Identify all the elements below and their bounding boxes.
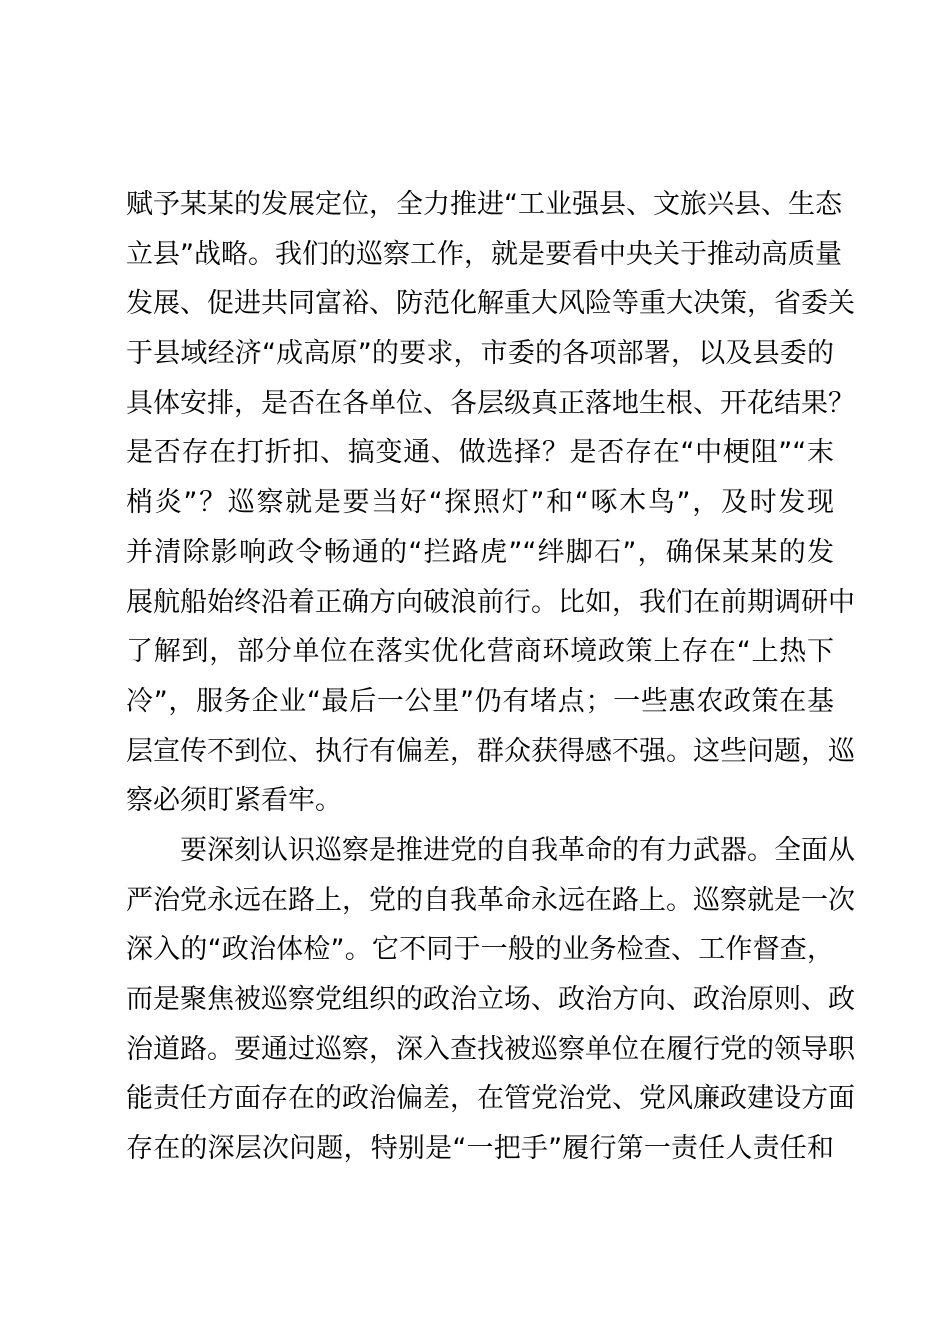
text-line: 要深刻认识巡察是推进党的自我革命的有力武器。全面从	[180, 834, 855, 866]
body-text	[126, 180, 855, 1174]
text-line: 立县”战略。我们的巡察工作，就是要看中央关于推动高质量	[126, 238, 842, 270]
text-line: 冷”，服务企业“最后一公里”仍有堵点；一些惠农政策在基	[126, 685, 834, 717]
paragraph-1	[126, 180, 855, 826]
text-line: 察必须盯紧看牢。	[126, 785, 342, 817]
text-line: 于县域经济“成高原”的要求，市委的各项部署，以及县委的	[126, 338, 834, 370]
text-line: 能责任方面存在的政治偏差，在管党治党、党风廉政建设方面	[126, 1083, 855, 1115]
text-line: 治道路。要通过巡察，深入查找被巡察单位在履行党的领导职	[126, 1033, 855, 1065]
text-line: 而是聚焦被巡察党组织的政治立场、政治方向、政治原则、政	[126, 984, 855, 1015]
text-line: 层宣传不到位、执行有偏差，群众获得感不强。这些问题，巡	[126, 735, 855, 767]
text-line: 梢炎”？巡察就是要当好“探照灯”和“啄木鸟”，及时发现	[126, 487, 834, 519]
text-line: 赋予某某的发展定位，全力推进“工业强县、文旅兴县、生态	[126, 189, 842, 220]
text-line: 发展、促进共同富裕、防范化解重大风险等重大决策，省委关	[126, 288, 855, 320]
text-line: 严治党永远在路上，党的自我革命永远在路上。巡察就是一次	[126, 884, 855, 916]
text-line: 展航船始终沿着正确方向破浪前行。比如，我们在前期调研中	[126, 586, 855, 618]
text-line: 了解到，部分单位在落实优化营商环境政策上存在“上热下	[126, 636, 834, 668]
paragraph-2	[126, 826, 855, 1174]
text-line: 深入的“政治体检”。它不同于一般的业务检查、工作督查，	[126, 934, 834, 966]
text-line: 存在的深层次问题，特别是“一把手”履行第一责任人责任和	[126, 1133, 834, 1165]
text-line: 是否存在打折扣、搞变通、做选择？是否存在“中梗阻”“末	[126, 437, 834, 469]
text-line: 具体安排，是否在各单位、各层级真正落地生根、开花结果？	[126, 387, 855, 419]
text-line: 并清除影响政令畅通的“拦路虎”“绊脚石”，确保某某的发	[126, 536, 834, 568]
